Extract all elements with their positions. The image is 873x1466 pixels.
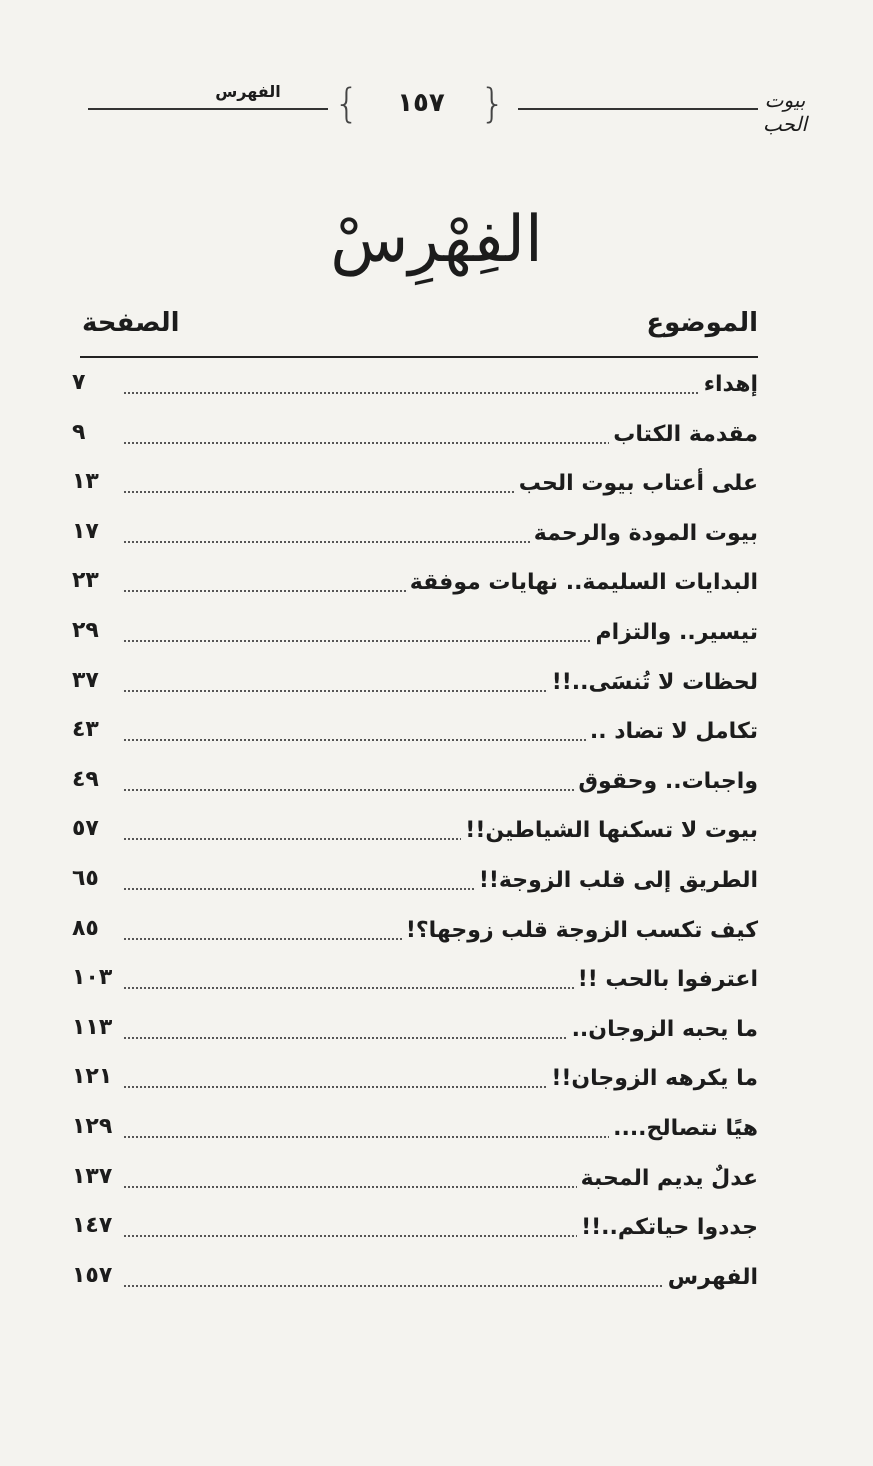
toc-entry[interactable]: [72, 416, 758, 466]
toc-entry-page: ١٣٧: [72, 1163, 113, 1189]
header-rule-right: [518, 108, 758, 110]
toc-entry-page: ٥٧: [72, 816, 99, 842]
toc-entry-page: ٤٣: [72, 717, 99, 743]
toc-entry-page: ١٠٣: [72, 965, 113, 991]
toc-entry[interactable]: [72, 812, 758, 862]
toc-entry-title: عدلٌ يديم المحبة: [577, 1166, 758, 1191]
toc-entry-page: ١٥٧: [72, 1262, 113, 1288]
page-number-bracket-left: {: [334, 81, 360, 127]
toc-entry[interactable]: [72, 1160, 758, 1210]
toc-entry-title: البدايات السليمة.. نهايات موفقة: [406, 570, 758, 595]
column-header-page: الصفحة: [82, 308, 180, 338]
toc-entry[interactable]: [72, 515, 758, 565]
toc-entry-page: ١٢٩: [72, 1113, 113, 1139]
toc-list: [72, 366, 758, 1308]
toc-entry-title: تيسير.. والتزام: [592, 620, 758, 645]
toc-entry[interactable]: [72, 912, 758, 962]
toc-entry-page: ٩: [72, 419, 86, 445]
toc-entry-page: ١٣: [72, 469, 99, 495]
dot-leader: [124, 392, 698, 394]
toc-entry-page: ٢٣: [72, 568, 99, 594]
toc-entry[interactable]: [72, 1209, 758, 1259]
toc-entry-title: جددوا حياتكم..!!: [577, 1215, 758, 1240]
toc-entry-title: لحظات لا تُنسَى..!!: [548, 670, 758, 695]
toc-entry-page: ١٧: [72, 518, 99, 544]
toc-entry-title: إهداء: [700, 372, 758, 397]
toc-entry-title: مقدمة الكتاب: [609, 422, 758, 447]
toc-entry-page: ٢٩: [72, 617, 99, 643]
toc-entry[interactable]: [72, 366, 758, 416]
toc-entry[interactable]: [72, 1110, 758, 1160]
toc-entry-title: على أعتاب بيوت الحب: [515, 471, 758, 496]
header-rule-left: [88, 108, 328, 110]
toc-entry[interactable]: [72, 961, 758, 1011]
dot-leader: [124, 1285, 698, 1287]
toc-entry[interactable]: [72, 664, 758, 714]
toc-entry-page: ١١٣: [72, 1014, 113, 1040]
toc-entry-page: ١٢١: [72, 1064, 113, 1090]
toc-entry-page: ٤٩: [72, 766, 99, 792]
toc-entry-page: ٦٥: [72, 865, 99, 891]
running-header: [88, 78, 808, 138]
header-divider: [80, 356, 758, 358]
toc-entry-title: ما يكرهه الزوجان!!: [547, 1066, 758, 1091]
running-header-section: الفهرس: [215, 82, 281, 101]
toc-entry[interactable]: [72, 862, 758, 912]
toc-entry-page: ٣٧: [72, 667, 99, 693]
toc-entry[interactable]: [72, 1259, 758, 1309]
column-header-topic: الموضوع: [646, 308, 758, 338]
toc-entry[interactable]: [72, 465, 758, 515]
toc-entry[interactable]: [72, 614, 758, 664]
page-number: ١٥٧: [397, 88, 445, 118]
toc-entry-title: هيًا نتصالح....: [609, 1116, 758, 1141]
toc-entry-title: كيف تكسب الزوجة قلب زوجها؟!: [402, 918, 758, 943]
toc-entry-title: الطريق إلى قلب الزوجة!!: [475, 868, 758, 893]
toc-entry[interactable]: [72, 1011, 758, 1061]
toc-entry[interactable]: [72, 564, 758, 614]
toc-entry-page: ١٤٧: [72, 1213, 113, 1239]
book-logo: بيوت الحب: [762, 88, 808, 136]
toc-entry-page: ٨٥: [72, 915, 99, 941]
toc-entry[interactable]: [72, 1060, 758, 1110]
toc-entry-title: الفهرس: [664, 1265, 758, 1290]
page-title: الفِهْرِسْ: [330, 203, 543, 277]
toc-entry[interactable]: [72, 713, 758, 763]
column-headers: [80, 308, 758, 354]
toc-entry[interactable]: [72, 763, 758, 813]
toc-entry-title: ما يحبه الزوجان..: [568, 1017, 758, 1042]
toc-entry-title: واجبات.. وحقوق: [574, 769, 758, 794]
toc-entry-title: تكامل لا تضاد ..: [586, 719, 758, 744]
toc-entry-title: بيوت لا تسكنها الشياطين!!: [461, 818, 758, 843]
toc-entry-title: بيوت المودة والرحمة: [530, 521, 758, 546]
toc-entry-page: ٧: [72, 370, 86, 395]
page-number-bracket-right: }: [480, 81, 506, 127]
toc-entry-title: اعترفوا بالحب !!: [574, 967, 758, 992]
